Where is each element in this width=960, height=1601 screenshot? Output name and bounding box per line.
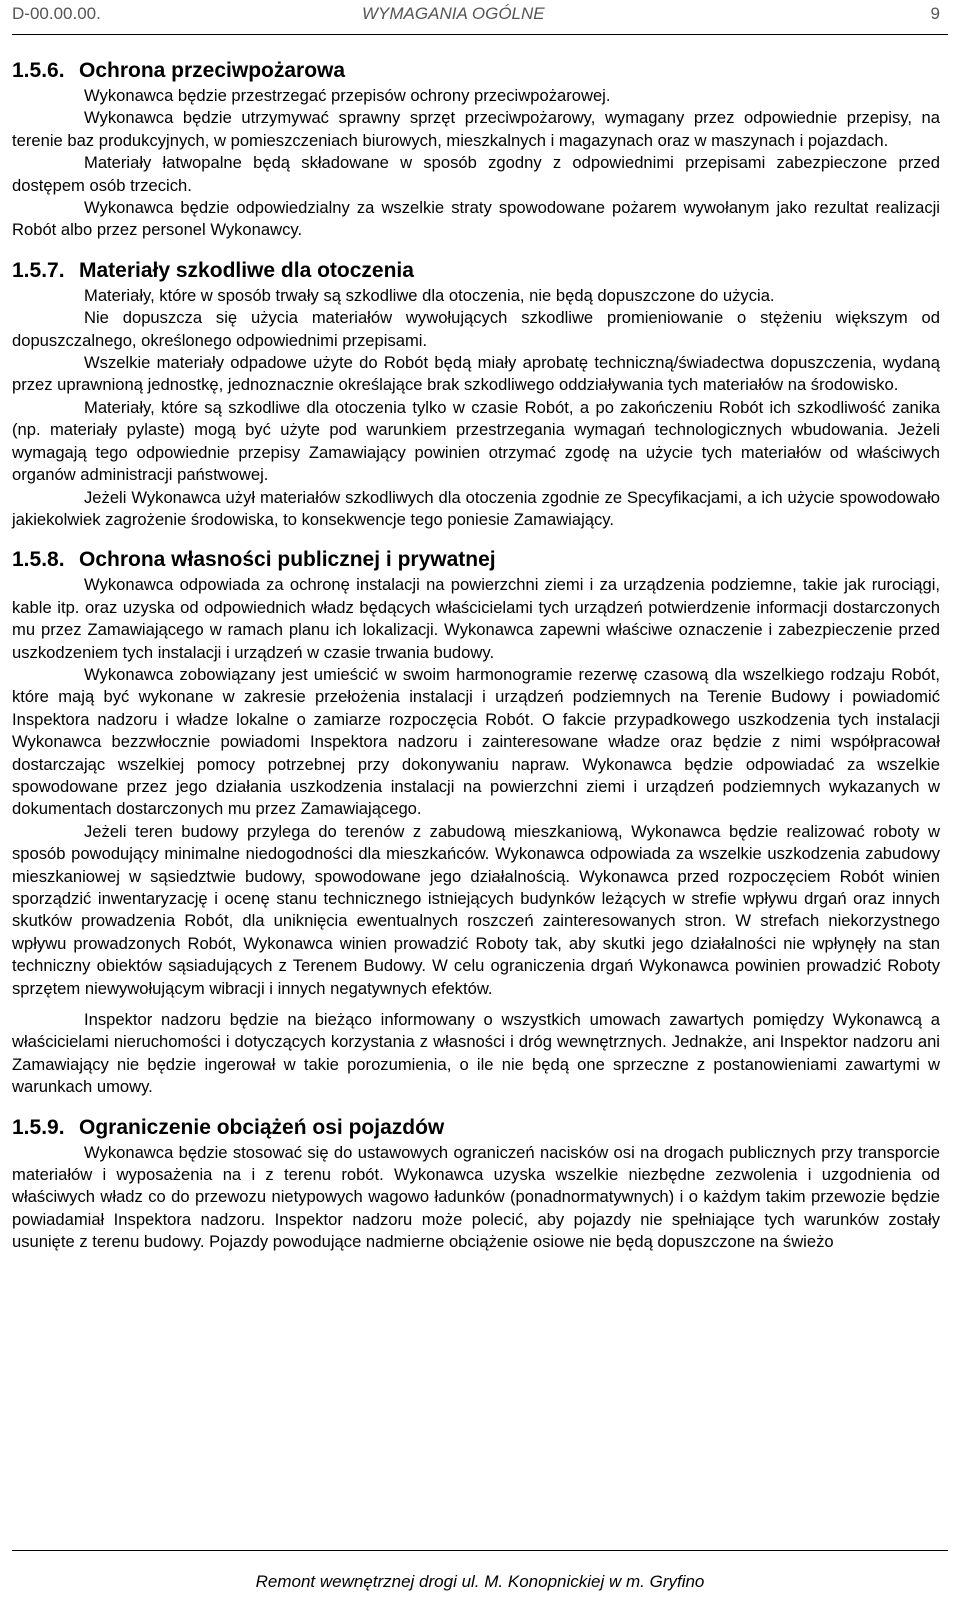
paragraph: Wszelkie materiały odpadowe użyte do Robót będą miały aprobatę techniczną/świadectwa dopuszczenia, wydaną przez uprawnioną jednostkę, jednoznacznie określające brak szkodliwego oddziaływania tych materiałów na środowisko. (12, 353, 940, 395)
header-divider (12, 34, 948, 35)
section-number: 1.5.7. (12, 258, 65, 282)
section-title: Ograniczenie obciążeń osi pojazdów (79, 1115, 445, 1139)
section-1-5-7 (12, 258, 940, 531)
document-code: D-00.00.00. (12, 4, 101, 23)
paragraph: Wykonawca odpowiada za ochronę instalacji na powierzchni ziemi i za urządzenia podziemne, takie jak rurociągi, kable itp. oraz uzyska od odpowiednich władz będących właścicielami tych urządzeń potwierdzenie informacji dostarczonych mu przez Zamawiającego w ramach planu ich lokalizacji. Wykonawca zapewni właściwe oznaczenie i zabezpieczenie przed uszkodzeniem tych instalacji i urządzeń w czasie trwania budowy. (12, 575, 940, 662)
section-title: Ochrona własności publicznej i prywatnej (79, 548, 496, 572)
document-body (12, 58, 940, 1270)
section-heading (12, 1115, 940, 1141)
section-number: 1.5.8. (12, 548, 65, 572)
paragraph: Wykonawca będzie przestrzegać przepisów ochrony przeciwpożarowej. (84, 86, 611, 105)
paragraph: Wykonawca zobowiązany jest umieścić w swoim harmonogramie rezerwę czasową dla wszelkiego rodzaju Robót, które mają być wykonane w zakresie przełożenia instalacji i urządzeń podziemnych na Terenie Budowy i powiadomić Inspektora nadzoru i władze lokalne o zamiarze rozpoczęcia Robót. O fakcie przypadkowego uszkodzenia tych instalacji Wykonawca bezzwłocznie powiadomi Inspektora nadzoru i zainteresowane władze oraz będzie z nimi współpracował dostarczając wszelkiej pomocy potrzebnej przy dokonywaniu napraw. Wykonawca będzie odpowiadać za wszelkie spowodowane przez jego działania uszkodzenia instalacji na powierzchni ziemi i urządzeń podziemnych wykazanych w dokumentach dostarczonych mu przez Zamawiającego. (12, 664, 940, 819)
section-title: Materiały szkodliwe dla otoczenia (79, 258, 414, 282)
paragraph-spacer (12, 1000, 940, 1009)
paragraph: Wykonawca będzie utrzymywać sprawny sprzęt przeciwpożarowy, wymagany przez odpowiednie przepisy, na terenie baz produkcyjnych, w pomieszczeniach biurowych, mieszkalnych i magazynach oraz w maszynach i pojazdach. (12, 108, 940, 150)
section-number: 1.5.6. (12, 59, 65, 82)
paragraph: Materiały, które w sposób trwały są szkodliwe dla otoczenia, nie będą dopuszczone do użycia. (84, 285, 775, 305)
paragraph: Jeżeli teren budowy przylega do terenów z zabudową mieszkaniową, Wykonawca będzie realizować roboty w sposób powodujący minimalne niedogodności dla mieszkańców. Wykonawca odpowiada za wszelkie uszkodzenia zabudowy mieszkaniowej w sąsiedztwie budowy, spowodowane jego działalnością. Wykonawca przed rozpoczęciem Robót winien sporządzić inwentaryzację i ocenę stanu technicznego istniejących budynków leżących w strefie wpływu drgań oraz innych skutków prowadzenia Robót, dla uniknięcia ewentualnych roszczeń zainteresowanych stron. W strefach niekorzystnego wpływu prowadzonych Robót, Wykonawca winien prowadzić Roboty tak, aby skutki jego działalności nie wpłynęły na stan techniczny obiektów sąsiadujących z Terenem Budowy. W celu ograniczenia drgań Wykonawca powinien prowadzić Roboty sprzętem niewywołującym wibracji i innych negatywnych efektów. (12, 821, 940, 998)
document-page (12, 0, 948, 1601)
paragraph: Inspektor nadzoru będzie na bieżąco informowany o wszystkich umowach zawartych pomiędzy Wykonawcą a właścicielami nieruchomości i dotyczących korzystania z własności i dróg wewnętrznych. Jednakże, ani Inspektor nadzoru ani Zamawiający nie będzie ingerował w takie porozumienia, o ile nie będą one sprzeczne z postanowieniami zawartymi w warunkach umowy. (12, 1010, 940, 1097)
page-number: 9 (930, 4, 940, 23)
section-heading (12, 258, 940, 284)
paragraph: Nie dopuszcza się użycia materiałów wywołujących szkodliwe promieniowanie o stężeniu większym od dopuszczalnego, określonego odpowiednimi przepisami. (12, 308, 940, 350)
paragraph: Wykonawca będzie odpowiedzialny za wszelkie straty spowodowane pożarem wywołanym jako rezultat realizacji Robót albo przez personel Wykonawcy. (12, 198, 940, 240)
section-number: 1.5.9. (12, 1115, 65, 1139)
section-1-5-8 (12, 547, 940, 1098)
page-footer: Remont wewnętrznej drogi ul. M. Konopnickiej w m. Gryfino (255, 1572, 705, 1591)
section-1-5-6 (12, 58, 940, 242)
section-heading (12, 58, 940, 84)
section-title: Ochrona przeciwpożarowa (79, 59, 346, 82)
page-header (12, 4, 948, 30)
paragraph: Materiały, które są szkodliwe dla otoczenia tylko w czasie Robót, a po zakończeniu Robót ich szkodliwość zanika (np. materiały pylaste) mogą być użyte pod warunkiem przestrzegania wymagań technologicznych wbudowania. Jeżeli wymagają tego odpowiednie przepisy Zamawiający powinien otrzymać zgodę na użycie tych materiałów od właściwych organów administracji państwowej. (12, 397, 940, 485)
footer-divider (12, 1550, 948, 1551)
paragraph: Materiały łatwopalne będą składowane w sposób zgodny z odpowiednimi przepisami zabezpieczone przed dostępem osób trzecich. (12, 153, 940, 195)
section-1-5-9 (12, 1115, 940, 1254)
paragraph: Jeżeli Wykonawca użył materiałów szkodliwych dla otoczenia zgodnie ze Specyfikacjami, a ich użycie spowodowało jakiekolwiek zagrożenie środowiska, to konsekwencje tego poniesie Zamawiający. (12, 487, 940, 529)
section-heading (12, 547, 940, 573)
paragraph: Wykonawca będzie stosować się do ustawowych ograniczeń nacisków osi na drogach publicznych przy transporcie materiałów i wyposażenia na i z terenu robót. Wykonawca uzyska wszelkie niezbędne zezwolenia i uzgodnienia od właściwych władz co do przewozu nietypowych wagowo ładunków (ponadnormatywnych) i o każdym takim przewozie będzie powiadamiał Inspektora nadzoru. Inspektor nadzoru może polecić, aby pojazdy nie spełniające tych warunków zostały usunięte z terenu budowy. Pojazdy powodujące nadmierne obciążenie osiowe nie będą dopuszczone na świeżo (12, 1142, 940, 1252)
header-title: WYMAGANIA OGÓLNE (362, 4, 545, 23)
